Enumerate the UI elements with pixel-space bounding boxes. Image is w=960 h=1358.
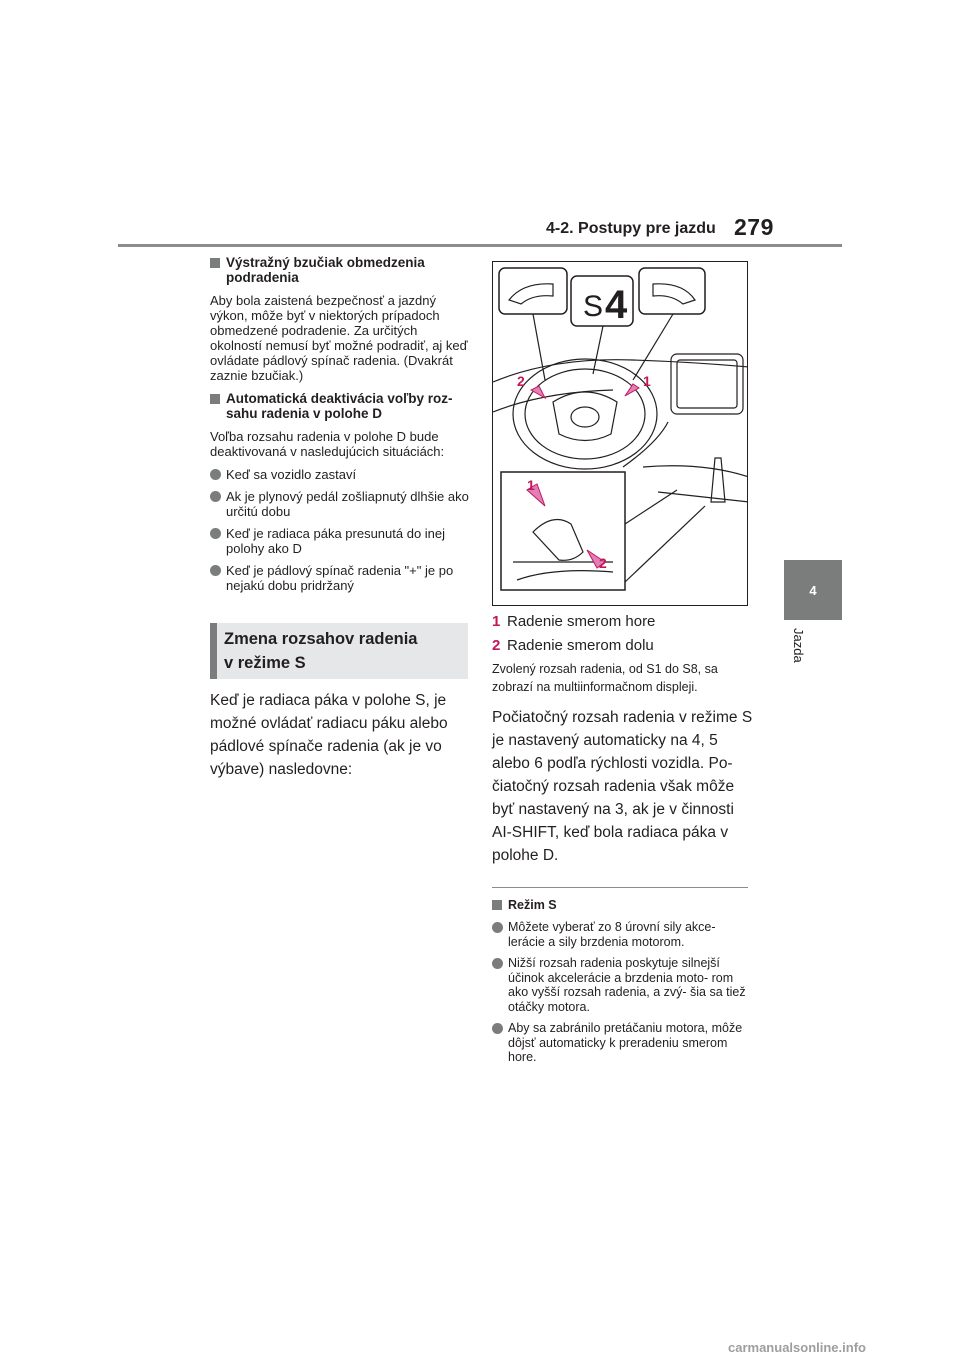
- square-bullet-icon: [492, 900, 502, 910]
- display-4: 4: [605, 283, 628, 327]
- label-2-lever: 2: [599, 555, 607, 571]
- list-item: Nižší rozsah radenia poskytuje silnejší účinok akcelerácie a brzdenia moto- rom ako vyšší rozsah radenia, a zvý- šia sa tiež otáčky motora.: [492, 956, 754, 1014]
- chapter-tab[interactable]: [784, 560, 842, 620]
- list-item: Ak je plynový pedál zošliapnutý dlhšie ako určitú dobu: [210, 489, 472, 519]
- round-bullet-icon: [210, 528, 221, 539]
- section-intro: Keď je radiaca páka v polohe S, je možné ovládať radiacu páku alebo pádlové spínače radenia (ak je vo výbave) nasledovne:: [210, 692, 448, 778]
- section-heading: Zmena rozsahov radenia v režime S: [224, 630, 418, 672]
- display-caption: Zvolený rozsah radenia, od S1 do S8, sa zobrazí na multiinformačnom displeji.: [492, 662, 718, 694]
- list-item: Keď je pádlový spínač radenia "+" je po nejakú dobu pridržaný: [210, 563, 472, 593]
- square-bullet-icon: [210, 394, 220, 404]
- list-item: Aby sa zabránilo pretáčaniu motora, môže dôjsť automaticky k preradeniu smerom hore.: [492, 1021, 754, 1065]
- block-heading: Režim S: [492, 898, 754, 912]
- label-2-paddle: 2: [517, 373, 525, 389]
- list-item: 2 Radenie smerom dolu: [492, 637, 654, 654]
- list-item: 1 Radenie smerom hore: [492, 613, 656, 630]
- square-bullet-icon: [210, 258, 220, 268]
- divider: [492, 887, 748, 888]
- display-s: S: [583, 290, 604, 323]
- round-bullet-icon: [492, 958, 503, 969]
- right-column: [492, 612, 754, 1072]
- label-1-lever: 1: [527, 477, 535, 493]
- list-item: Keď je radiaca páka presunutá do inej polohy ako D: [210, 526, 472, 556]
- block-heading: Automatická deaktivácia voľby roz- sahu radenia v polohe D: [210, 391, 472, 421]
- dashboard-illustration: [493, 262, 748, 606]
- round-bullet-icon: [492, 922, 503, 933]
- section-heading-bar: [210, 623, 217, 679]
- round-bullet-icon: [492, 1023, 503, 1034]
- initial-range-text: Počiatočný rozsah radenia v režime S je nastavený automaticky na 4, 5 alebo 6 podľa rýchlosti vozidla. Po- čiatočný rozsah radenia však môže byť nastavený na 3, ak je v činnosti AI-SHIFT, keď bola radiaca páka v polohe D.: [492, 709, 753, 864]
- list-item: Keď sa vozidlo zastaví: [210, 467, 472, 482]
- section-heading-box: [210, 623, 468, 679]
- block-text: Aby bola zaistená bezpečnosť a jazdný výkon, môže byť v niektorých prípadoch obmedzené podradenie. Za určitých okolností nemusí byť možné podradiť, aj keď ovládate pádlový spínač radenia. (Dvakrát zaznie bzučiak.): [210, 293, 468, 383]
- header-rule: [118, 244, 842, 247]
- shift-illustration: [492, 261, 748, 606]
- page-number: 279: [734, 214, 774, 240]
- label-1-paddle: 1: [643, 373, 651, 389]
- chapter-tab-number: 4: [809, 582, 817, 598]
- watermark: carmanualsonline.info: [728, 1340, 866, 1355]
- list-item: Môžete vyberať zo 8 úrovní sily akce- lerácie a sily brzdenia motorom.: [492, 920, 754, 949]
- section-title: 4-2. Postupy pre jazdu: [546, 220, 716, 237]
- round-bullet-icon: [210, 491, 221, 502]
- chapter-label: Jazda: [791, 628, 806, 663]
- left-column: [210, 255, 472, 781]
- round-bullet-icon: [210, 469, 221, 480]
- round-bullet-icon: [210, 565, 221, 576]
- block-heading: Výstražný bzučiak obmedzenia podradenia: [210, 255, 472, 285]
- block-text: Voľba rozsahu radenia v polohe D bude deaktivovaná v nasledujúcich situáciách:: [210, 429, 445, 459]
